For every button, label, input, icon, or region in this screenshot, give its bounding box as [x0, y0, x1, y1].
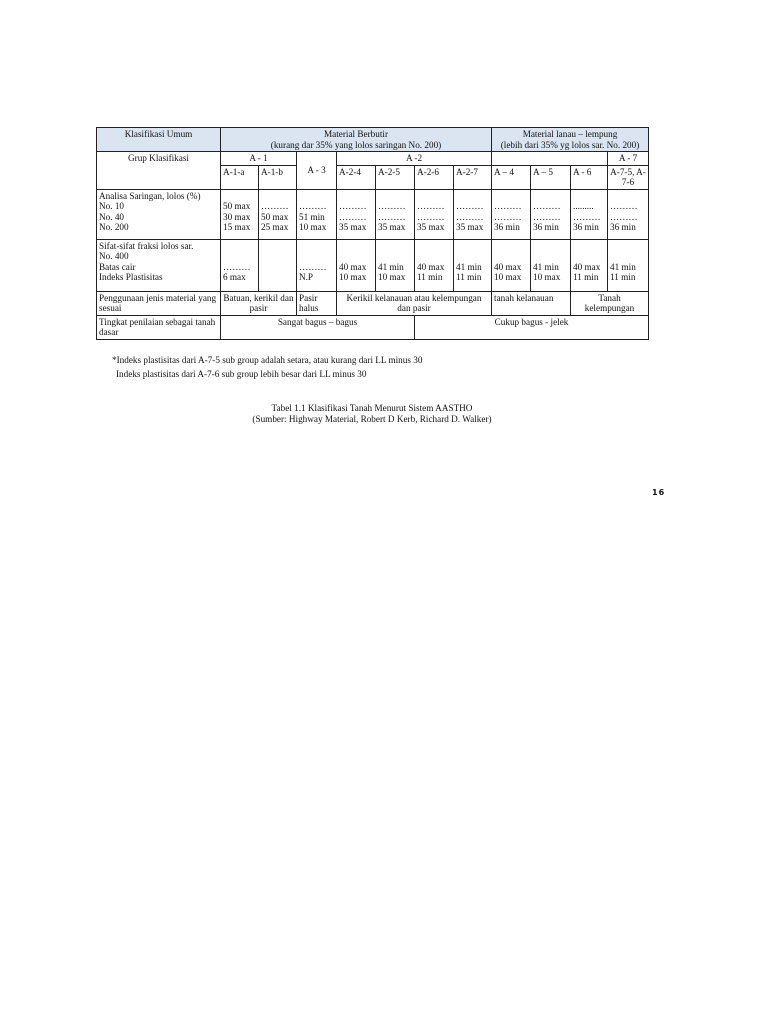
- sieve-analysis-row: [97, 189, 649, 239]
- fraction-value-cell: 41 min 11 min: [608, 239, 649, 291]
- subgroup-cell: A - 6: [571, 165, 608, 189]
- subgrade-rating-label: Tingkat penilaian sebagai tanah dasar: [97, 315, 221, 339]
- material-usage-label: Penggunaan jenis material yang sesuai: [97, 291, 221, 315]
- material-usage-row: [97, 291, 649, 315]
- group-a3: A - 3: [297, 152, 337, 190]
- usage-gravel-sand: Batuan, kerikil dan pasir: [221, 291, 297, 315]
- granular-title: Material Berbutir: [323, 129, 389, 139]
- sieve-value-cell: ……… ……… 36 min: [608, 189, 649, 239]
- footnote-a75: *Indeks plastisitas dari A-7-5 sub group adalah setara, atau kurang dari LL minus 30: [112, 355, 423, 365]
- subgrade-rating-row: [97, 315, 649, 339]
- sieve-value-cell: 50 max 30 max 15 max: [221, 189, 259, 239]
- sieve-value-cell: ……… ……… 35 max: [415, 189, 454, 239]
- usage-silty-soil: tanah kelanauan: [492, 291, 571, 315]
- fraction-value-cell: 41 min 11 min: [454, 239, 492, 291]
- usage-clayey-soil: Tanah kelempungan: [571, 291, 649, 315]
- fraction-value-cell: 40 max 11 min: [415, 239, 454, 291]
- sieve-value-cell: ……… ……… 36 min: [492, 189, 531, 239]
- rating-fair-poor: Cukup bagus - jelek: [415, 315, 649, 339]
- general-classification-header: Klasifikasi Umum: [97, 128, 221, 152]
- subgroup-cell: A-2-6: [415, 165, 454, 189]
- granular-material-header: [221, 128, 492, 152]
- sieve-value-cell: ……… ……… 35 max: [337, 189, 376, 239]
- sieve-value-cell: ……… 50 max 25 max: [259, 189, 297, 239]
- usage-fine-sand: Pasir halus: [297, 291, 337, 315]
- subgroup-cell: A-2-7: [454, 165, 492, 189]
- fraction-properties-row: [97, 239, 649, 291]
- subgroup-cell: A-2-5: [376, 165, 415, 189]
- group-row-top: [97, 152, 649, 166]
- granular-subtitle: (kurang dar 35% yang lolos saringan No. 200): [270, 139, 442, 150]
- group-a7: A - 7: [608, 152, 649, 166]
- subgroup-cell: A – 4: [492, 165, 531, 189]
- subgroup-cell: A-7-5, A-7-6: [608, 165, 649, 189]
- fraction-value-cell: 40 max 10 max: [337, 239, 376, 291]
- silt-clay-title: Material lanau – lempung: [522, 129, 618, 139]
- group-classification-label: Grup Klasifikasi: [97, 152, 221, 190]
- fraction-value-cell: ……… N.P: [297, 239, 337, 291]
- fraction-value-cell: 41 min 10 max: [376, 239, 415, 291]
- group-blank: [492, 152, 608, 166]
- sieve-value-cell: ……… 51 min 10 max: [297, 189, 337, 239]
- table-caption: Tabel 1.1 Klasifikasi Tanah Menurut Sistem AASTHO: [271, 403, 473, 413]
- fraction-value-cell: [259, 239, 297, 291]
- sieve-analysis-label: Analisa Saringan, lolos (%) No. 10 No. 40 No. 200: [97, 189, 221, 239]
- fraction-value-cell: 40 max 11 min: [571, 239, 608, 291]
- page-number: 16: [652, 488, 666, 497]
- rating-excellent-good: Sangat bagus – bagus: [221, 315, 415, 339]
- fraction-value-cell: 41 min 10 max: [531, 239, 571, 291]
- footnote-a76: Indeks plastisitas dari A-7-6 sub group lebih besar dari LL minus 30: [116, 369, 367, 379]
- sieve-value-cell: ……… ……… 35 max: [454, 189, 492, 239]
- subgroup-cell: A – 5: [531, 165, 571, 189]
- sieve-value-cell: ……… ……… 35 max: [376, 189, 415, 239]
- fraction-value-cell: ……… 6 max: [221, 239, 259, 291]
- sieve-value-cell: ......... ……… 36 min: [571, 189, 608, 239]
- group-a2: A -2: [337, 152, 492, 166]
- sieve-value-cell: ……… ……… 36 min: [531, 189, 571, 239]
- fraction-value-cell: 40 max 10 max: [492, 239, 531, 291]
- subgroup-cell: A-1-b: [259, 165, 297, 189]
- usage-silty-clayey-gravel: Kerikil kelanauan atau kelempungan dan pasir: [337, 291, 492, 315]
- subgroup-cell: A-2-4: [337, 165, 376, 189]
- aashto-classification-table: [96, 127, 649, 340]
- fraction-properties-label: Sifat-sifat fraksi lolos sar. No. 400 Batas cair Indeks Plastisitas: [97, 239, 221, 291]
- header-row: [97, 128, 649, 152]
- subgroup-cell: A-1-a: [221, 165, 259, 189]
- silt-clay-subtitle: (lebih dari 35% yg lolos sar. No. 200): [500, 139, 640, 150]
- table-source: (Sumber: Highway Material, Robert D Kerb, Richard D. Walker): [252, 414, 492, 424]
- silt-clay-material-header: [492, 128, 649, 152]
- group-a1: A - 1: [221, 152, 297, 166]
